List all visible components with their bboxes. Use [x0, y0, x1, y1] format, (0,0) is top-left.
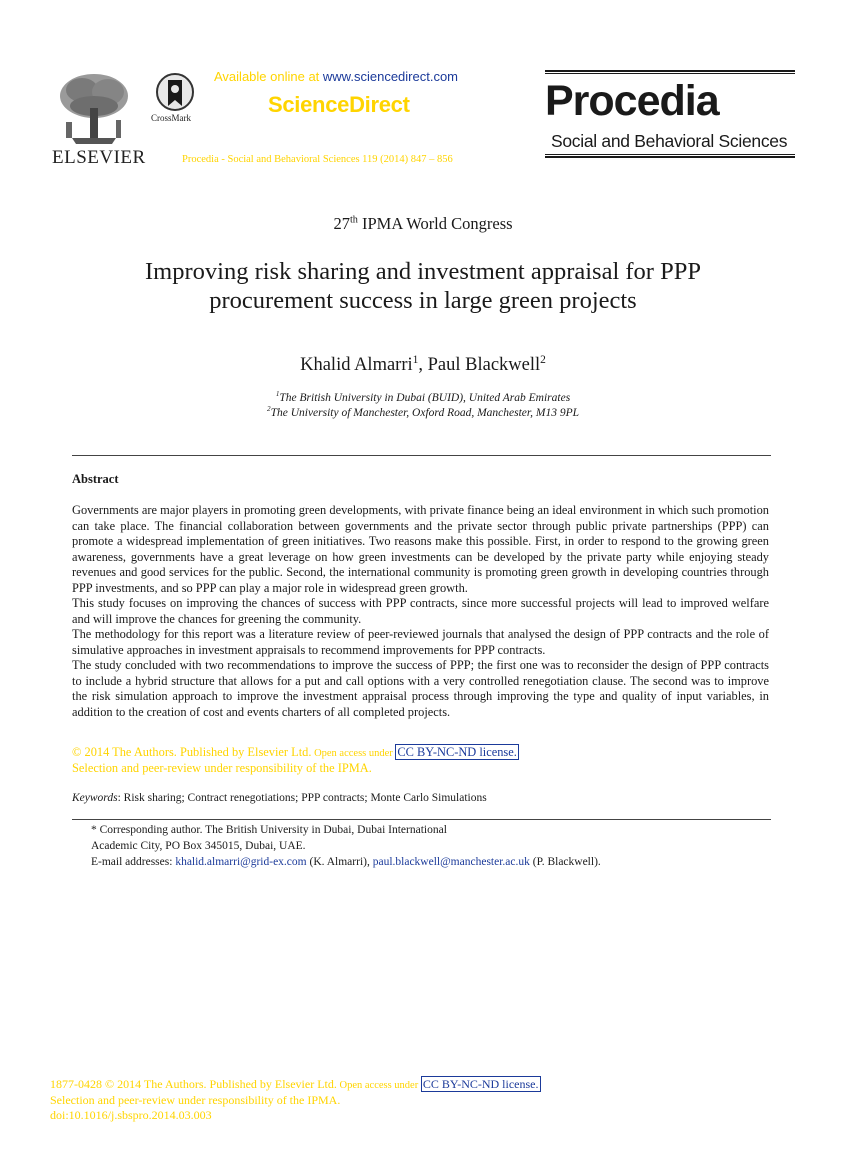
elsevier-wordmark: ELSEVIER: [52, 147, 146, 168]
sciencedirect-url-link[interactable]: www.sciencedirect.com: [322, 69, 459, 84]
congress-name: [0, 214, 846, 234]
author-2: Paul Blackwell: [427, 355, 541, 375]
abstract-paragraph: The study concluded with two recommendations to improve the success of PPP; the first one was to reconsider the design of PPP contracts to include a hybrid structure that allows for a put and call options with a very controlled renegotiation clause. The second was to improve the risk simulation approach to improve the investment appraisal process through improving the type and quality of input variables, in addition to the creation of cost and events charters of all completed projects.: [72, 658, 769, 719]
abstract-body: [72, 503, 769, 720]
keywords-line: [72, 792, 487, 804]
procedia-logo-top-rule: [545, 70, 795, 74]
copyright-line: [72, 745, 519, 760]
abstract-paragraph: This study focuses on improving the chances of success with PPP contracts, since more successful projects will lead to improved welfare and will improve the chances for greening the community.: [72, 596, 769, 626]
author-separator: ,: [418, 355, 428, 375]
paper-title: [80, 257, 766, 315]
paper-title-line-2: procurement success in large green projects: [209, 287, 637, 314]
email-prefix: E-mail addresses:: [91, 856, 176, 868]
affiliation-2-mark: 2: [267, 405, 271, 414]
author-1: Khalid Almarri: [300, 355, 413, 375]
paper-title-line-1: Improving risk sharing and investment appraisal for PPP: [145, 258, 701, 285]
affiliation-1: [0, 392, 846, 404]
affiliation-1-mark: 1: [275, 390, 280, 399]
abstract-paragraph: The methodology for this report was a literature review of peer-reviewed journals that analysed the design of PPP contracts and the role of simulative approaches in investment appraisals to recommend improvements for PPP contracts.: [72, 627, 769, 657]
affiliation-2: [0, 407, 846, 419]
license-link[interactable]: CC BY-NC-ND license.: [397, 745, 517, 759]
corresponding-line-2: Academic City, PO Box 345015, Dubai, UAE.: [91, 840, 306, 852]
elsevier-tree-logo-icon: [52, 70, 136, 146]
email-link-almarri[interactable]: khalid.almarri@grid-ex.com: [175, 856, 307, 868]
corresponding-author-note: [91, 822, 601, 870]
page-footer: [50, 1077, 541, 1123]
author-list: [0, 355, 846, 376]
abstract-paragraph: Governments are major players in promoting green developments, with private finance being an ideal environment in which such promotion can take place. The financial collaboration between governments and the private sector through public private partnerships (PPP) can promote a widespread implementation of green initiatives. Two reasons make this possible. First, in order to respond to the growing green awareness, governments have a great leverage on how green investments can be developed by the private party while enjoying steady revenues and good services for the public. Second, the international community is promoting green growth in developing countries through PPP investments, and so PPP can play a major role in widespread green growth.: [72, 503, 769, 595]
footer-open-access-text: Open access under: [336, 1080, 421, 1091]
divider-top: [72, 455, 771, 456]
procedia-logo-title: Procedia: [545, 77, 719, 125]
copyright-text: © 2014 The Authors. Published by Elsevier Ltd.: [72, 745, 312, 759]
congress-title: IPMA World Congress: [357, 214, 513, 233]
affiliation-2-text: The University of Manchester, Oxford Road, Manchester, M13 9PL: [270, 407, 579, 419]
abstract-heading: Abstract: [72, 472, 119, 486]
footer-peer-review: Selection and peer-review under responsibility of the IPMA.: [50, 1093, 341, 1107]
open-access-text: Open access under: [311, 748, 396, 759]
affiliation-1-text: The British University in Dubai (BUID), United Arab Emirates: [279, 392, 571, 404]
email-link-blackwell[interactable]: paul.blackwell@manchester.ac.uk: [372, 856, 530, 868]
footer-issn-copyright: 1877-0428 © 2014 The Authors. Published by Elsevier Ltd.: [50, 1077, 337, 1091]
crossmark-icon[interactable]: [156, 72, 194, 112]
congress-ordinal-suffix: th: [349, 214, 358, 226]
author-1-mark: 1: [412, 353, 419, 366]
footer-doi[interactable]: doi:10.1016/j.sbspro.2014.03.003: [50, 1108, 212, 1122]
procedia-logo-subtitle: Social and Behavioral Sciences: [551, 131, 788, 151]
procedia-logo-bottom-rule: [545, 154, 795, 158]
divider-bottom: [72, 819, 771, 820]
footer-copyright-line: [50, 1077, 541, 1093]
sciencedirect-logo: ScienceDirect: [268, 92, 410, 117]
email-owner-2: (P. Blackwell).: [529, 856, 601, 868]
keywords-label: Keywords: [72, 792, 118, 804]
journal-reference: Procedia - Social and Behavioral Sciences 119 (2014) 847 – 856: [182, 154, 453, 165]
author-2-mark: 2: [540, 353, 546, 366]
available-online-line: [214, 69, 458, 84]
available-online-text: Available online at: [214, 69, 323, 84]
email-line: [91, 854, 601, 870]
footer-license-link[interactable]: CC BY-NC-ND license.: [422, 1077, 539, 1091]
email-owner-1: (K. Almarri),: [306, 856, 373, 868]
keywords-text: : Risk sharing; Contract renegotiations; PPP contracts; Monte Carlo Simulations: [117, 792, 487, 804]
congress-ordinal: 27: [333, 214, 350, 233]
crossmark-label: CrossMark: [151, 113, 191, 123]
peer-review-line: Selection and peer-review under responsibility of the IPMA.: [72, 761, 372, 775]
corresponding-line-1: * Corresponding author. The British University in Dubai, Dubai International: [91, 824, 447, 836]
